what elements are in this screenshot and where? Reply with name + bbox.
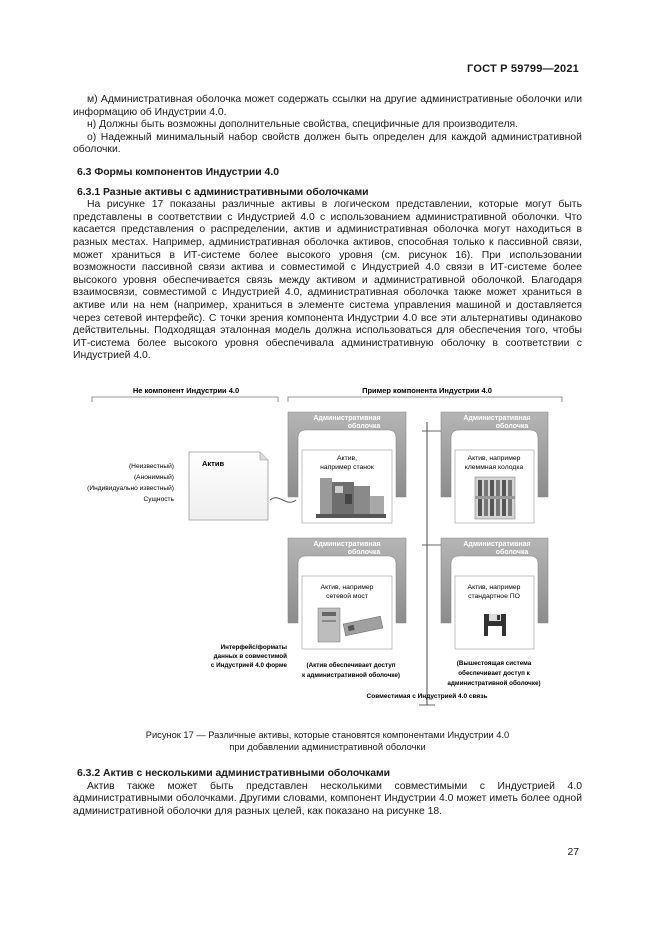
asset-br-label: Актив, например bbox=[467, 584, 521, 591]
section-6-3-2 bbox=[73, 768, 582, 818]
floppy-disk-icon bbox=[484, 614, 506, 636]
svg-text:Административная: Административная bbox=[463, 541, 531, 548]
figure-17 bbox=[64, 382, 584, 712]
svg-text:данных в совместимой: данных в совместимой bbox=[213, 653, 287, 660]
svg-text:Административная: Административная bbox=[313, 541, 381, 548]
svg-text:с Индустрией 4.0 форме: с Индустрией 4.0 форме bbox=[210, 662, 287, 669]
asset-tr-label: Актив, например bbox=[467, 455, 521, 462]
left-bracket bbox=[92, 397, 278, 402]
list-item: м) Административная оболочка может содержать ссылки на другие административные оболочки или информацию об Индустрии 4.0. bbox=[73, 94, 582, 118]
interface-label: Интерфейс/форматы bbox=[220, 644, 287, 651]
svg-text:стандартное ПО: стандартное ПО bbox=[468, 593, 520, 600]
subsection-heading: 6.3.2 Актив с несколькими административными оболочками bbox=[77, 768, 391, 779]
asset-label: Актив bbox=[202, 459, 225, 468]
left-heading: Не компонент Индустрии 4.0 bbox=[132, 386, 240, 395]
right-bracket bbox=[288, 397, 562, 402]
terminal-block-image bbox=[475, 477, 515, 519]
list-item: о) Надежный минимальный набор свойств должен быть определен для каждой административной оболочки. bbox=[73, 131, 582, 156]
bus-label: Совместимая с Индустрией 4.0 связь bbox=[366, 693, 488, 700]
svg-text:Административная: Административная bbox=[463, 415, 531, 422]
svg-text:оболочка: оболочка bbox=[347, 423, 381, 430]
shell-bottom-right bbox=[441, 538, 548, 649]
document-code: ГОСТ Р 59799—2021 bbox=[467, 63, 579, 75]
asset-bl-label: Актив, например bbox=[320, 584, 374, 591]
svg-text:административной оболочке): административной оболочке) bbox=[447, 680, 541, 687]
note-bottom-right: (Вышестоящая система bbox=[456, 660, 532, 667]
main-text bbox=[73, 94, 582, 363]
svg-text:клеммная колодка: клеммная колодка bbox=[464, 464, 524, 471]
shell-top-right bbox=[441, 412, 548, 523]
body-paragraph: На рисунке 17 показаны различные активы в логическом представлении, которые могут быть представлены в соответствии с Индустрией 4.0 с использованием административной оболочки. Что касается представления о распределении, актив и административная оболочка могут находиться в разных местах. Например, административная оболочка активов, способная только к пассивной связи, может храниться в ИТ-системе более высокого уровня (см. рисунок 16). При использовании возможности пассивной связи актива и совместимой с Индустрией 4.0 связи в ИТ-системе более высокого уровня обеспечивается связь между активом и административной оболочкой. Благодаря взаимосвязи, совместимой с Индустрией 4.0, административная оболочка также может храниться в активе или на нем (например, храниться в элементе система управления машиной и доставляется через сетевой интерфейс). С точки зрения компонента Индустрии 4.0 все эти альтернативы одинаково действительны. Подходящая эталонная модель должна использоваться для обеспечения того, чтобы ИТ-система более высокого уровня обеспечивала административную оболочку в соответствии с Индустрией 4.0. bbox=[73, 199, 582, 362]
svg-text:оболочка: оболочка bbox=[347, 549, 381, 556]
right-heading: Пример компонента Индустрии 4.0 bbox=[362, 386, 492, 395]
entity-label: (Индивидуально известный) bbox=[87, 485, 174, 492]
entity-label: (Неизвестный) bbox=[128, 463, 174, 470]
figure-caption: Рисунок 17 — Различные активы, которые становятся компонентами Индустрии 4.0 при добавлении административной оболочки bbox=[145, 730, 510, 752]
svg-text:к административной оболочке): к административной оболочке) bbox=[301, 672, 401, 679]
svg-text:оболочка: оболочка bbox=[495, 549, 529, 556]
svg-text:например станок: например станок bbox=[320, 464, 374, 471]
body-paragraph: Актив также может быть представлен несколькими совместимыми с Индустрией 4.0 административными оболочками. Другими словами, компонент Индустрии 4.0 может иметь более одной административной оболочки для разных целей, как показано на рисунке 18. bbox=[73, 780, 582, 817]
svg-text:Административная: Административная bbox=[313, 415, 381, 422]
entity-label: Сущность bbox=[143, 496, 174, 503]
asset-tl-label: Актив, bbox=[337, 455, 357, 462]
shell-top-left bbox=[288, 412, 406, 523]
svg-text:обеспечивает доступ к: обеспечивает доступ к bbox=[458, 670, 530, 677]
entity-label: (Анонимный) bbox=[133, 474, 174, 481]
connection-line bbox=[270, 498, 296, 503]
asset-box bbox=[189, 452, 268, 520]
svg-text:оболочка: оболочка bbox=[495, 423, 529, 430]
subsection-heading: 6.3.1 Разные активы с административными оболочками bbox=[77, 186, 369, 198]
page-number: 27 bbox=[567, 847, 579, 858]
list-item: н) Должны быть возможны дополнительные свойства, специфичные для производителя. bbox=[87, 119, 519, 131]
note-bottom-left: (Актив обеспечивает доступ bbox=[306, 662, 396, 669]
shell-bottom-left bbox=[288, 538, 406, 649]
section-heading: 6.3 Формы компонентов Индустрии 4.0 bbox=[77, 166, 279, 178]
svg-text:сетевой мост: сетевой мост bbox=[326, 593, 368, 600]
figure-diagram bbox=[64, 382, 584, 712]
